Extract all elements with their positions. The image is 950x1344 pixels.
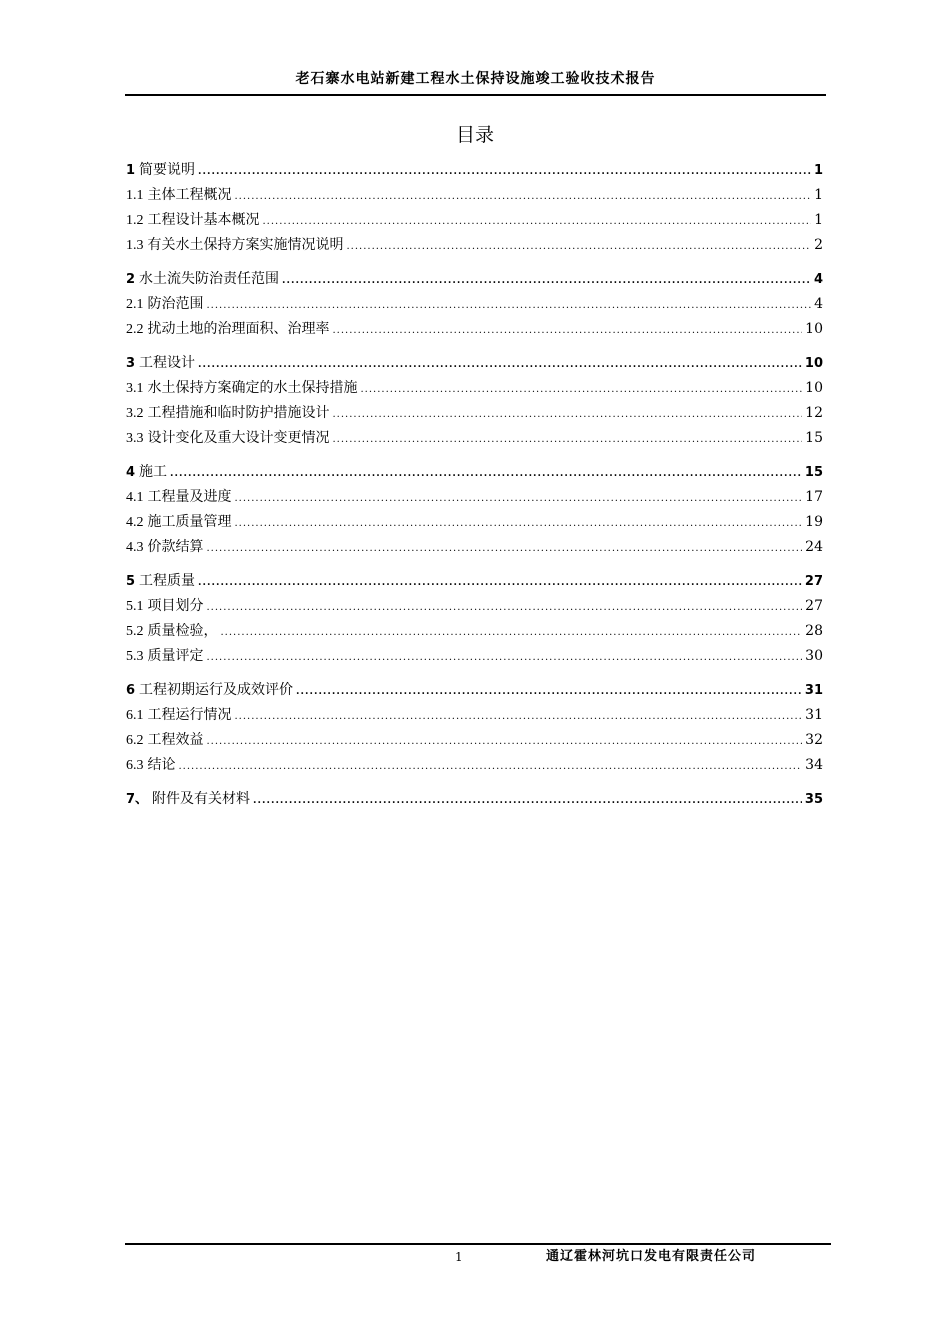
toc-entry[interactable]	[126, 485, 823, 510]
toc-entry-number: 6.3	[126, 758, 144, 773]
toc-entry-number: 2.2	[126, 322, 144, 337]
toc-entry-title: 工程量及进度	[147, 489, 232, 505]
toc-entry-number: 4.3	[126, 540, 144, 555]
toc-dot-leader	[333, 427, 803, 452]
toc-entry-number: 2	[126, 272, 136, 287]
toc-entry-page: 10	[805, 321, 823, 337]
toc-entry-number: 3.2	[126, 406, 144, 421]
toc-entry[interactable]	[126, 703, 823, 728]
toc-entry-number: 3	[126, 356, 136, 371]
toc-entry-number: 1.3	[126, 238, 144, 253]
toc-entry[interactable]	[126, 728, 823, 753]
toc-dot-leader	[198, 570, 802, 595]
toc-entry-page: 12	[805, 405, 823, 421]
toc-entry-title: 质量评定	[147, 648, 204, 664]
toc-entry-number: 4.2	[126, 515, 144, 530]
toc-dot-leader	[235, 486, 803, 511]
toc-entry[interactable]	[126, 317, 823, 342]
toc-entry[interactable]	[126, 233, 823, 258]
toc-entry-page: 4	[813, 272, 823, 287]
toc-dot-leader	[333, 318, 803, 343]
toc-entry[interactable]	[126, 267, 823, 292]
toc-dot-leader	[296, 679, 802, 704]
toc-entry-title: 施工质量管理	[147, 514, 232, 530]
header-title: 老石寨水电站新建工程水土保持设施竣工验收技术报告	[295, 71, 656, 87]
toc-entry-number: 1.2	[126, 213, 144, 228]
toc-entry-number: 2.1	[126, 297, 144, 312]
toc-entry-title: 简要说明	[139, 162, 196, 178]
toc-entry-page: 35	[804, 792, 823, 807]
toc-entry[interactable]	[126, 678, 823, 703]
toc-entry-title: 工程运行情况	[147, 707, 232, 723]
toc-entry-page: 27	[804, 574, 823, 589]
toc-dot-leader	[333, 402, 803, 427]
toc-dot-leader	[347, 234, 812, 259]
toc-entry-title: 工程设计	[139, 355, 196, 371]
toc-entry-title: 防治范围	[147, 296, 204, 312]
toc-entry[interactable]	[126, 787, 823, 812]
toc-dot-leader	[207, 293, 812, 318]
toc-dot-leader	[221, 620, 803, 645]
footer-page-number: 1	[455, 1250, 463, 1264]
toc-entry[interactable]	[126, 510, 823, 535]
toc-entry-title: 质量检验，	[147, 623, 218, 639]
toc-entry[interactable]	[126, 208, 823, 233]
toc-entry-page: 1	[814, 212, 823, 228]
toc-entry-page: 31	[805, 707, 823, 723]
toc-entry-page: 32	[805, 732, 823, 748]
toc-entry[interactable]	[126, 158, 823, 183]
toc-entry-page: 30	[805, 648, 823, 664]
toc-dot-leader	[235, 184, 812, 209]
toc-entry-page: 1	[814, 187, 823, 203]
toc-entry-page: 17	[805, 489, 823, 505]
toc-entry[interactable]	[126, 619, 823, 644]
toc-entry-page: 15	[804, 465, 823, 480]
toc-entry-page: 10	[805, 380, 823, 396]
toc-entry-title: 主体工程概况	[147, 187, 232, 203]
toc-entry-page: 1	[813, 163, 823, 178]
toc-entry-page: 15	[805, 430, 823, 446]
table-of-contents	[126, 158, 823, 812]
toc-entry[interactable]	[126, 426, 823, 451]
toc-entry-title: 水土保持方案确定的水土保持措施	[147, 380, 358, 396]
footer-company: 通辽霍林河坑口发电有限责任公司	[546, 1249, 757, 1264]
toc-entry[interactable]	[126, 183, 823, 208]
toc-entry-title: 附件及有关材料	[152, 791, 251, 807]
toc-entry-page: 27	[805, 598, 823, 614]
toc-entry-page: 34	[805, 757, 823, 773]
toc-entry-title: 有关水土保持方案实施情况说明	[147, 237, 344, 253]
toc-dot-leader	[361, 377, 803, 402]
toc-entry-number: 5.1	[126, 599, 144, 614]
toc-entry-page: 28	[805, 623, 823, 639]
toc-entry-number: 6.2	[126, 733, 144, 748]
toc-title: 目录	[455, 124, 494, 146]
toc-entry-number: 4	[126, 465, 136, 480]
toc-entry-number: 4.1	[126, 490, 144, 505]
toc-entry-number: 6.1	[126, 708, 144, 723]
toc-dot-leader	[207, 645, 803, 670]
toc-entry-title: 工程设计基本概况	[147, 212, 260, 228]
toc-entry[interactable]	[126, 460, 823, 485]
toc-entry-title: 施工	[139, 464, 168, 480]
toc-entry[interactable]	[126, 535, 823, 560]
toc-entry-title: 工程效益	[147, 732, 204, 748]
toc-entry[interactable]	[126, 569, 823, 594]
toc-entry-number: 3.1	[126, 381, 144, 396]
toc-entry-page: 10	[804, 356, 823, 371]
toc-entry[interactable]	[126, 594, 823, 619]
toc-dot-leader	[253, 788, 802, 813]
toc-dot-leader	[235, 511, 803, 536]
toc-entry[interactable]	[126, 376, 823, 401]
toc-entry-title: 工程质量	[139, 573, 196, 589]
toc-entry-page: 4	[814, 296, 823, 312]
toc-dot-leader	[263, 209, 812, 234]
toc-dot-leader	[235, 704, 803, 729]
toc-entry-page: 31	[804, 683, 823, 698]
toc-entry-number: 6	[126, 683, 136, 698]
toc-dot-leader	[179, 754, 803, 779]
toc-entry-title: 工程措施和临时防护措施设计	[147, 405, 330, 421]
toc-entry-title: 结论	[147, 757, 176, 773]
toc-entry-number: 7、	[126, 792, 149, 807]
toc-entry-title: 工程初期运行及成效评价	[139, 682, 294, 698]
toc-entry-title: 价款结算	[147, 539, 204, 555]
toc-dot-leader	[207, 536, 803, 561]
toc-entry-page: 2	[814, 237, 823, 253]
toc-entry-number: 5.3	[126, 649, 144, 664]
toc-entry-title: 扰动土地的治理面积、治理率	[147, 321, 330, 337]
toc-entry-title: 项目划分	[147, 598, 204, 614]
toc-entry[interactable]	[126, 351, 823, 376]
toc-entry[interactable]	[126, 644, 823, 669]
toc-dot-leader	[282, 268, 811, 293]
toc-entry-number: 3.3	[126, 431, 144, 446]
toc-dot-leader	[207, 729, 803, 754]
toc-entry[interactable]	[126, 292, 823, 317]
toc-dot-leader	[170, 461, 802, 486]
toc-entry[interactable]	[126, 401, 823, 426]
toc-entry-number: 5	[126, 574, 136, 589]
toc-entry-number: 1	[126, 163, 136, 178]
toc-dot-leader	[198, 352, 802, 377]
page-header	[125, 64, 826, 96]
toc-entry-page: 24	[805, 539, 823, 555]
toc-dot-leader	[207, 595, 803, 620]
toc-entry[interactable]	[126, 753, 823, 778]
toc-entry-number: 1.1	[126, 188, 144, 203]
toc-dot-leader	[198, 159, 811, 184]
toc-entry-title: 水土流失防治责任范围	[139, 271, 280, 287]
toc-entry-number: 5.2	[126, 624, 144, 639]
toc-entry-title: 设计变化及重大设计变更情况	[147, 430, 330, 446]
toc-entry-page: 19	[805, 514, 823, 530]
